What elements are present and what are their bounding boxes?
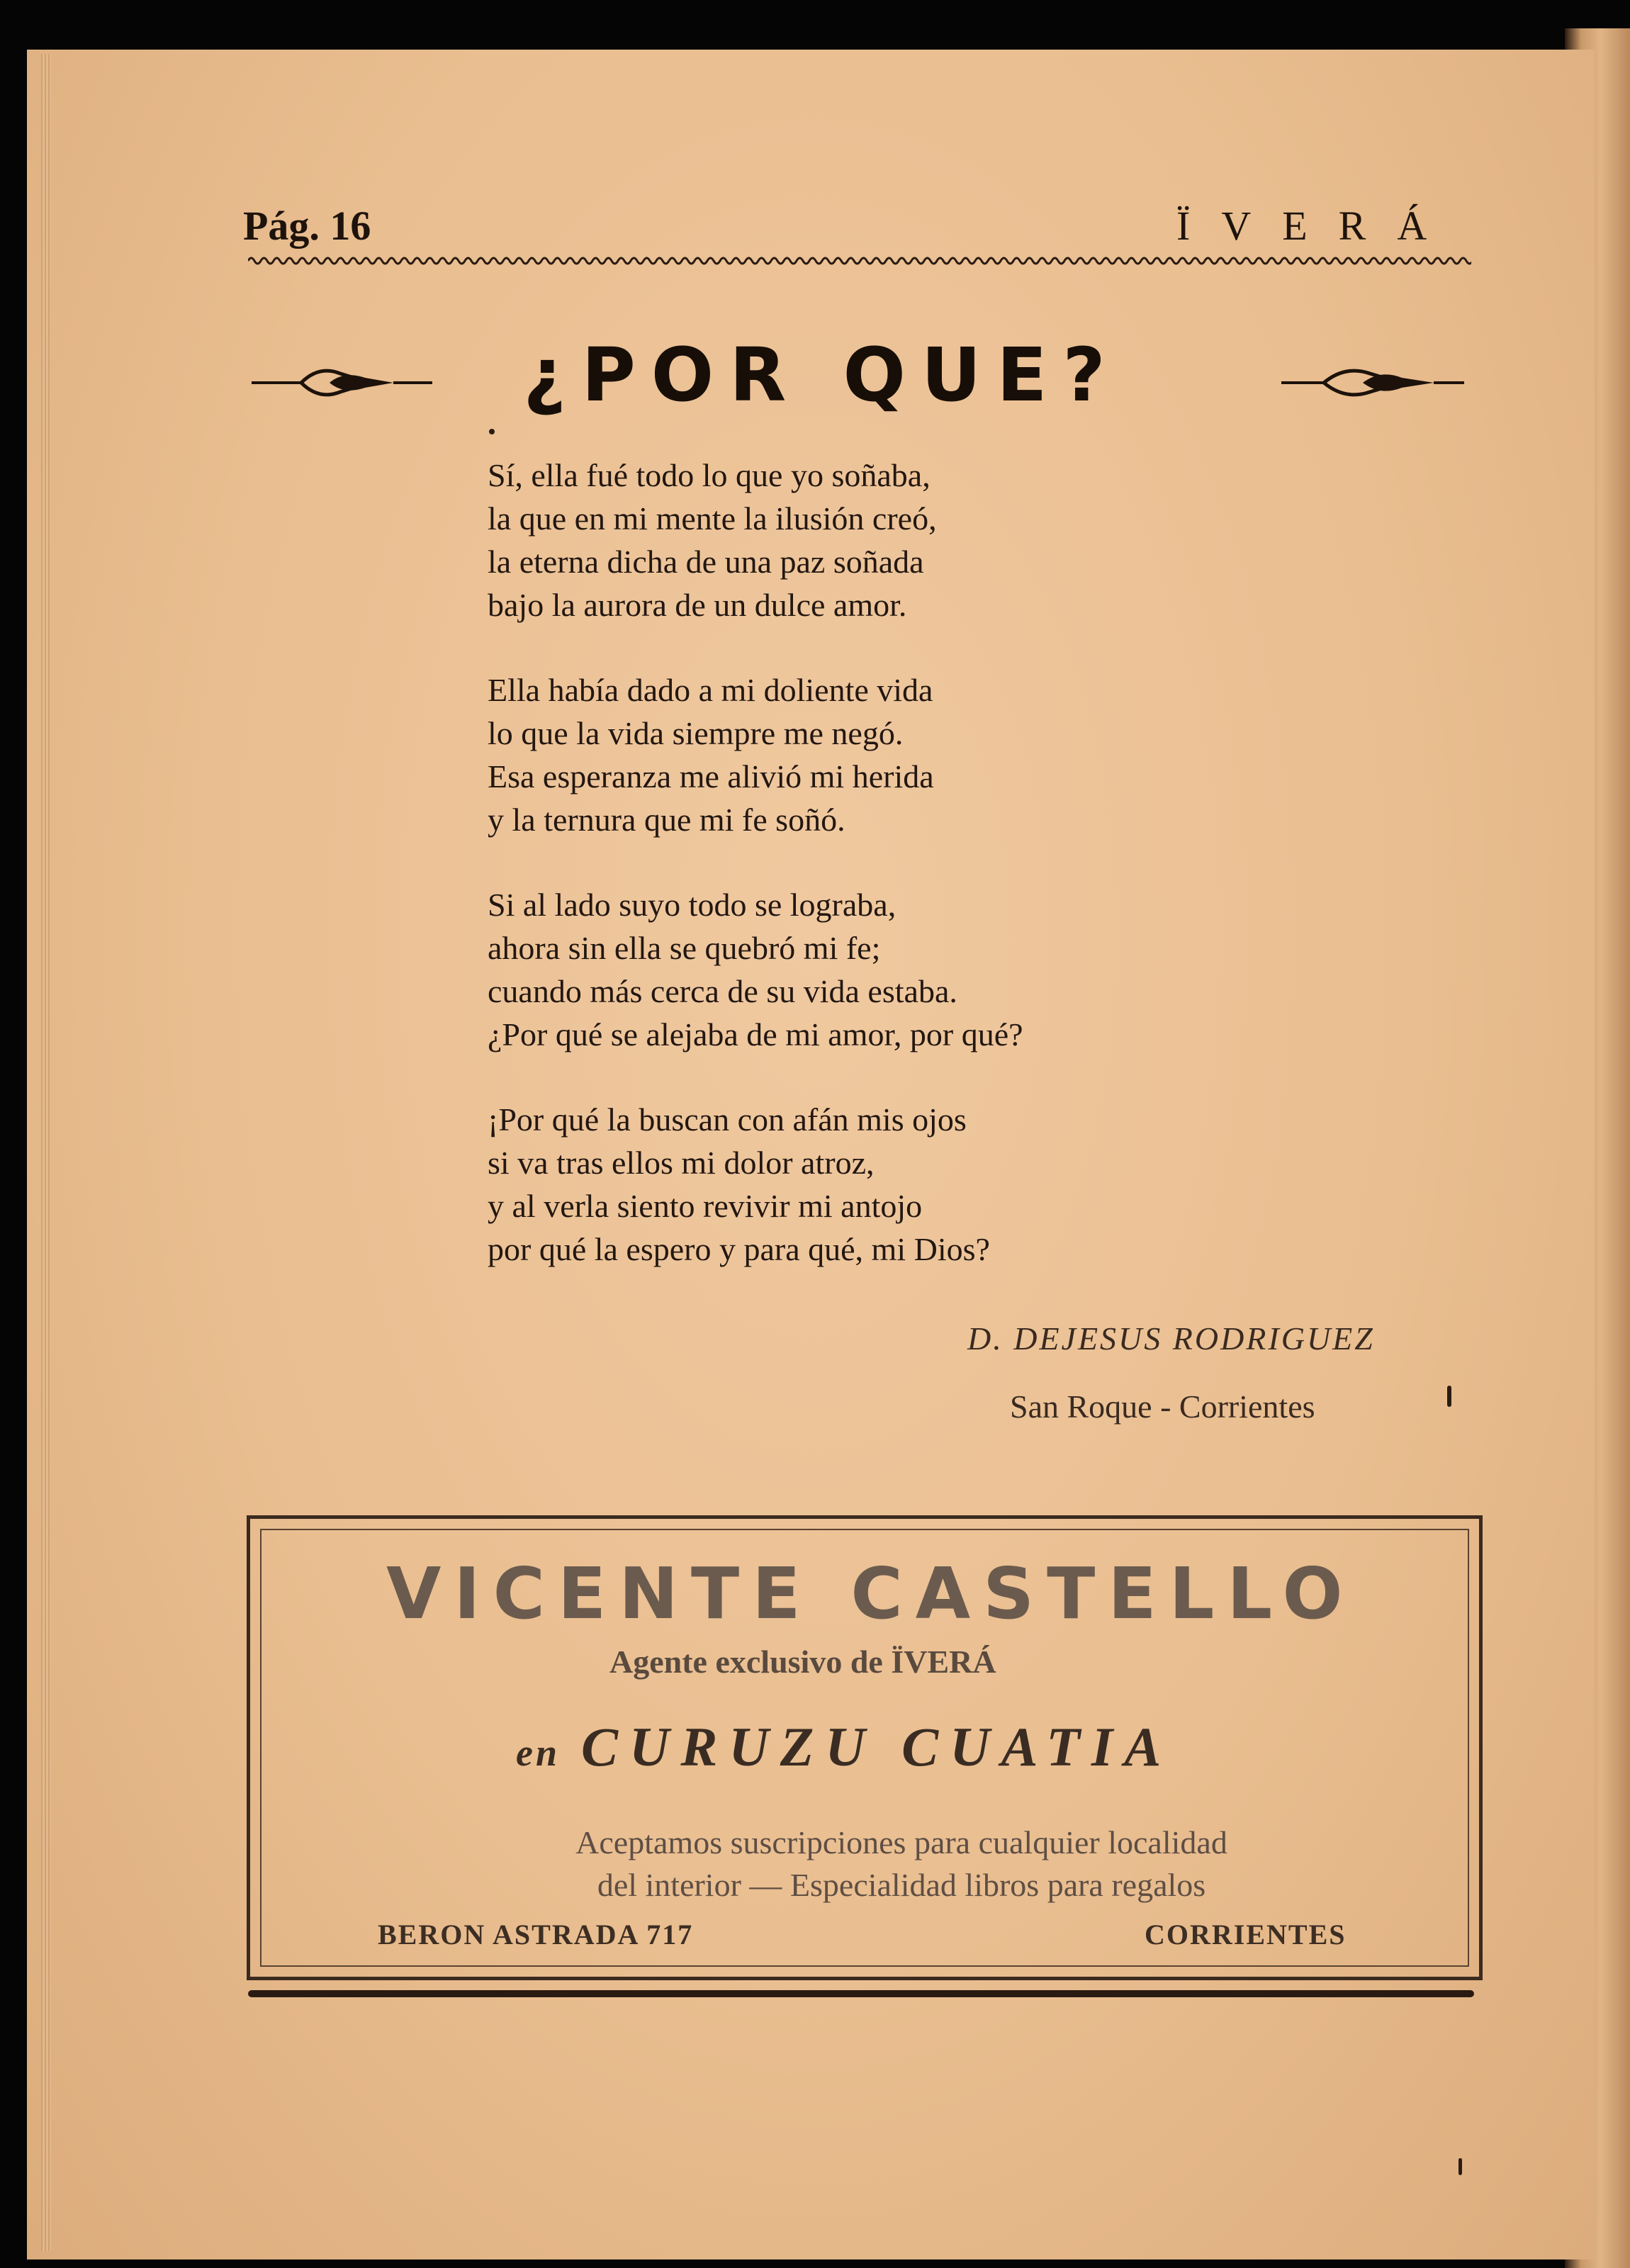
poem-line: lo que la vida siempre me negó. [488, 715, 904, 751]
poem-title: ¿POR QUE? [523, 332, 1121, 418]
poem-line: ¡Por qué la buscan con afán mis ojos [488, 1101, 967, 1138]
header-wavy-rule [248, 254, 1471, 268]
poem-author: D. DEJESUS RODRIGUEZ [967, 1320, 1375, 1357]
magazine-name: ÏVERÁ [1176, 203, 1458, 249]
poem-line: y la ternura que mi fe soñó. [488, 802, 845, 838]
poem-line: cuando más cerca de su vida estaba. [488, 973, 957, 1009]
advertisement-text [434, 1821, 1369, 1907]
advertiser-address-city: CORRIENTES [1145, 1919, 1347, 1950]
poem-line: Esa esperanza me alivió mi herida [488, 758, 934, 795]
poem-line: Sí, ella fué todo lo que yo soñaba, [488, 457, 931, 493]
city-prefix: en [516, 1731, 560, 1774]
page-number: Pág. 16 [243, 203, 371, 249]
poem-line: ¿Por qué se alejaba de mi amor, por qué? [488, 1016, 1023, 1052]
poem-line: si va tras ellos mi dolor atroz, [488, 1145, 875, 1181]
left-ornament [252, 358, 436, 408]
advertiser-city [516, 1715, 1172, 1779]
poem-line: ahora sin ella se quebró mi fe; [488, 930, 881, 966]
author-place: San Roque - Corrientes [1010, 1388, 1315, 1425]
stanza-2 [488, 668, 1338, 841]
poem-line: la eterna dicha de una paz soñada [488, 544, 924, 580]
page-edges [41, 54, 51, 2251]
stanza-3 [488, 883, 1338, 1056]
city-name: CURUZU CUATIA [581, 1716, 1173, 1778]
poem-body [488, 454, 1338, 1271]
ink-speck [1447, 1386, 1451, 1407]
ink-speck [1458, 2158, 1462, 2175]
poem-line: Si al lado suyo todo se lograba, [488, 887, 896, 923]
advertiser-agent-line: Agente exclusivo de ÏVERÁ [609, 1644, 996, 1680]
poem-line: bajo la aurora de un dulce amor. [488, 587, 907, 623]
advertisement-bottom-rule [248, 1990, 1474, 1997]
poem-line: Ella había dado a mi doliente vida [488, 672, 933, 708]
poem-line: y al verla siento revivir mi antojo [488, 1188, 923, 1224]
advertisement-text-line: del interior — Especialidad libros para regalos [597, 1867, 1206, 1903]
right-ornament [1281, 358, 1466, 408]
advertiser-address: BERON ASTRADA 717 [378, 1919, 694, 1950]
advertiser-name: VICENTE CASTELLO [386, 1552, 1356, 1635]
ink-speck [489, 429, 495, 434]
stanza-4 [488, 1098, 1338, 1271]
advertisement-text-line: Aceptamos suscripciones para cualquier localidad [575, 1824, 1227, 1860]
poem-line: la que en mi mente la ilusión creó, [488, 500, 937, 537]
poem-line: por qué la espero y para qué, mi Dios? [488, 1231, 990, 1267]
stanza-1 [488, 454, 1338, 627]
